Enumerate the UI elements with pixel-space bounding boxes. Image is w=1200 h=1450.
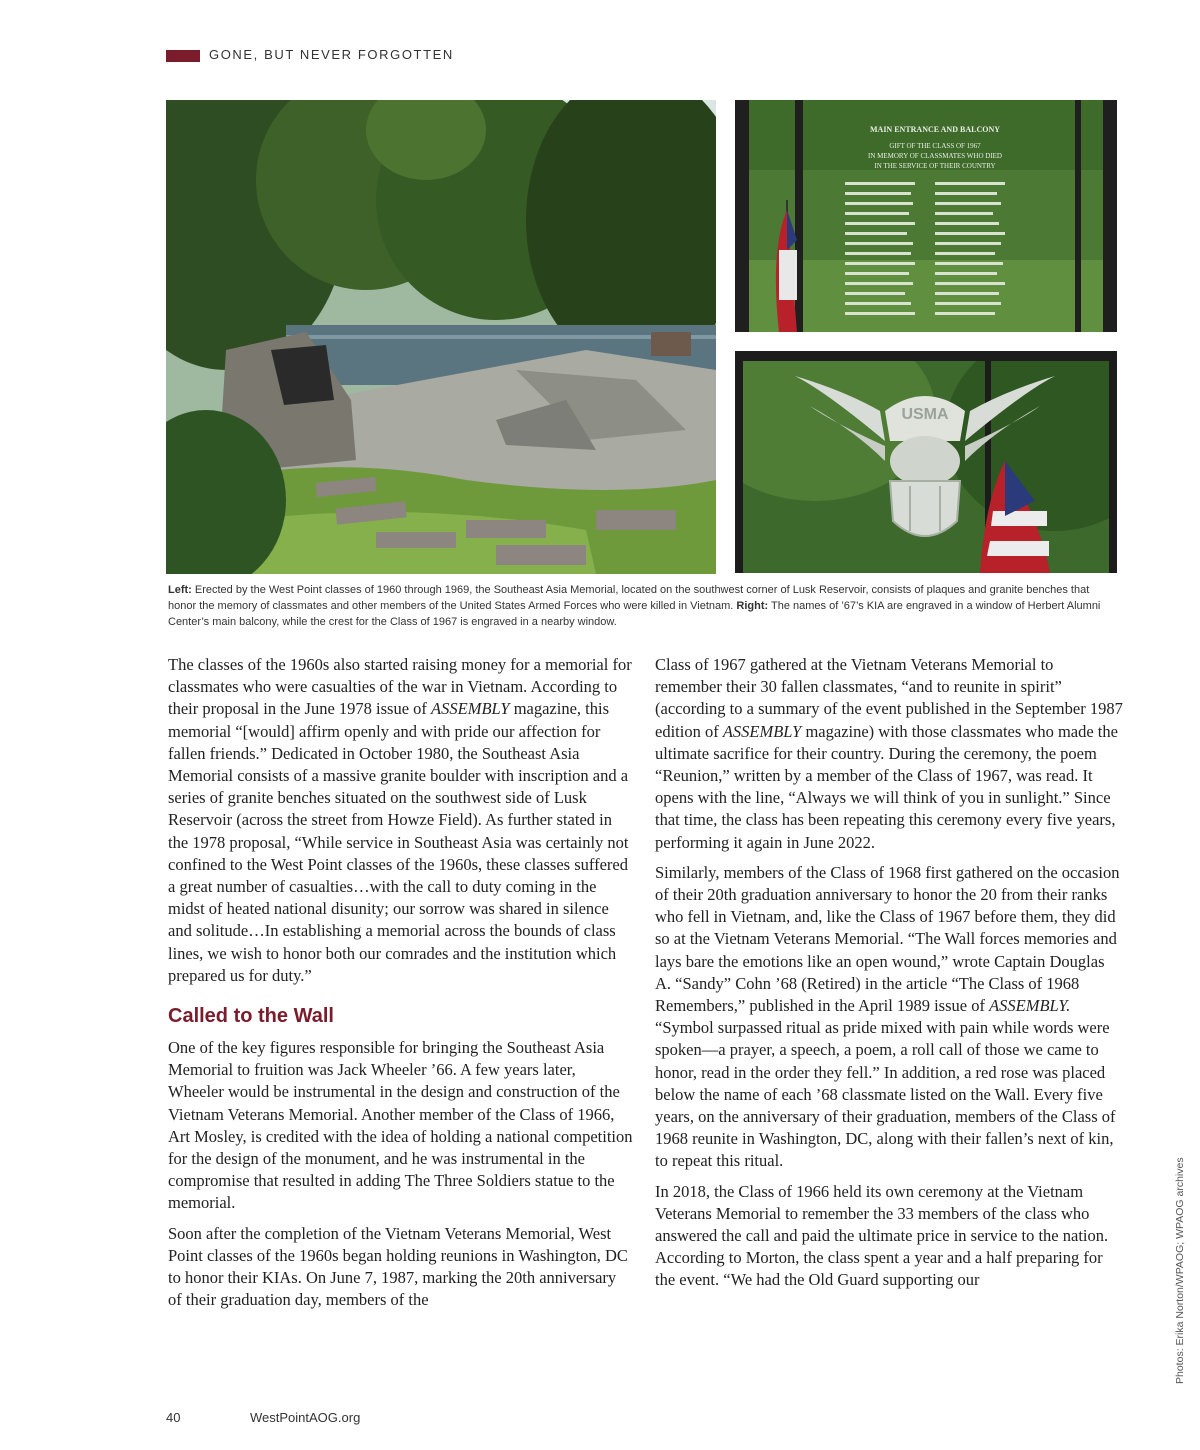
article-paragraph: One of the key figures responsible for bringing the Southeast Asia Memorial to fruition was Jack Wheeler ’66. A few years later, Wheeler would be instrumental in the design and construction of the Vietnam Veterans Memorial. Another member of the Class of 1966, Art Mosley, is credited with the idea of holding a national competition for the design of the monument, and he was instrumental in the compromise that resulted in adding The Three Soldiers statue to the memorial. — [168, 1038, 633, 1213]
article-column-right — [655, 654, 1123, 1300]
caption-left-label: Left: — [168, 584, 192, 596]
engraving-title: MAIN ENTRANCE AND BALCONY — [869, 125, 1001, 134]
article-paragraph: In 2018, the Class of 1966 held its own ceremony at the Vietnam Veterans Memorial to remember the 33 members of the class who answered the call and paid the ultimate price in service to the nation. According to Morton, the class spent a year and a half preparing for the event. “We had the Old Guard supporting our — [655, 1181, 1109, 1290]
photo-credit: Photos: Erika Norton/WPAOG; WPAOG archives — [1174, 1157, 1186, 1384]
page-number: 40 — [166, 1410, 181, 1425]
article-paragraph: Soon after the completion of the Vietnam Veterans Memorial, West Point classes of the 1960s began holding reunions in Washington, DC to honor their KIAs. On June 7, 1987, marking the 20th anniversary of their graduation day, members of the — [168, 1223, 628, 1310]
engraving-line-3: IN MEMORY OF CLASSMATES WHO DIED — [868, 152, 1002, 160]
publication-name: ASSEMBLY — [722, 721, 802, 741]
publication-name: ASSEMBLY — [431, 699, 510, 719]
paragraph-text: magazine) with those classmates who made the ultimate sacrifice for their country. During the ceremony, the poem “Reunion,” written by a member of the Class of 1967, was read. It opens with the line, “Always we will think of you in sunlight.” Since that time, the class has been repeating this ceremony every five years, performing it again in June 2022. — [655, 721, 1118, 852]
publication-name: ASSEMBLY. — [989, 996, 1071, 1016]
caption-left-text: Erected by the West Point classes of 1960 through 1969, the Southeast Asia Memorial, located on the southwest corner of Lusk Reservoir, consists of plaques and granite benches that honor the memory of classmates and other members of the United States Armed Forces who were killed in Vietnam. — [168, 584, 1090, 612]
engraved-crest-photo — [735, 351, 1117, 573]
section-marker — [166, 50, 200, 62]
caption-right-label: Right: — [736, 600, 769, 612]
engraved-window-photo — [735, 100, 1117, 332]
article-column-left — [168, 654, 634, 1319]
paragraph-text: The classes of the 1960s also started raising money for a memorial for classmates who were casualties of the war in Vietnam. According to their proposal in the June 1978 issue of — [168, 655, 632, 719]
article-paragraph — [655, 862, 1123, 1173]
article-paragraph — [655, 654, 1123, 854]
website-link[interactable]: WestPointAOG.org — [250, 1410, 361, 1425]
paragraph-text: “Symbol surpassed ritual as pride mixed with pain while words were spoken—a prayer, a speech, a poem, a roll call of those we came to honor, read in the order they fell.” In addition, a red rose was placed below the name of each ’68 classmate listed on the Wall. Every five years, on the anniversary of their graduation, members of the Class of 1968 reunite in Washington, DC, along with their fallen’s next of kin, to repeat this ritual. — [655, 1018, 1116, 1171]
memorial-photo — [166, 100, 716, 574]
section-subheading: Called to the Wall — [168, 1005, 334, 1028]
paragraph-text: magazine, this memorial “[would] affirm openly and with pride our affection for fallen friends.” Dedicated in October 1980, the Southeast Asia Memorial consists of a massive granite boulder with inscription and a series of granite benches situated on the southwest side of Lusk Reservoir (across the street from Howze Field). As further stated in the 1978 proposal, “While service in Southeast Asia was certainly not confined to the West Point classes of the 1960s, these classes suffered a great number of casualties…with the call to duty coming in the midst of heated national disunity; our sorrow was shared in silence and solitude…In establishing a memorial across the bounds of class lines, we wish to honor both our comrades and the institution which prepared us for duty.” — [168, 699, 629, 985]
section-title: GONE, BUT NEVER FORGOTTEN — [209, 47, 454, 62]
paragraph-text: Class of 1967 gathered at the Vietnam Veterans Memorial to remember their 30 fallen classmates, “and to reunite in spirit” (according to a summary of the event published in the September 1987 edition of — [655, 655, 1123, 741]
photo-caption — [168, 582, 1118, 630]
article-paragraph — [168, 654, 634, 987]
crest-text: USMA — [901, 406, 949, 423]
engraving-line-4: IN THE SERVICE OF THEIR COUNTRY — [874, 162, 996, 170]
caption-right-text: The names of ’67’s KIA are engraved in a window of Herbert Alumni Center’s main balcony, while the crest for the Class of 1967 is engraved in a nearby window. — [168, 600, 1101, 628]
paragraph-text: Similarly, members of the Class of 1968 first gathered on the occasion of their 20th graduation anniversary to honor the 20 from their ranks who fell in Vietnam, and, like the Class of 1967 before them, they did so at the Vietnam Veterans Memorial. “The Wall forces memories and lays bare the emotions like an open wound,” wrote Captain Douglas A. “Sandy” Cohn ’68 (Retired) in the article “The Class of 1968 Remembers,” published in the April 1989 issue of — [655, 862, 1120, 1016]
engraving-line-2: GIFT OF THE CLASS OF 1967 — [889, 142, 981, 150]
